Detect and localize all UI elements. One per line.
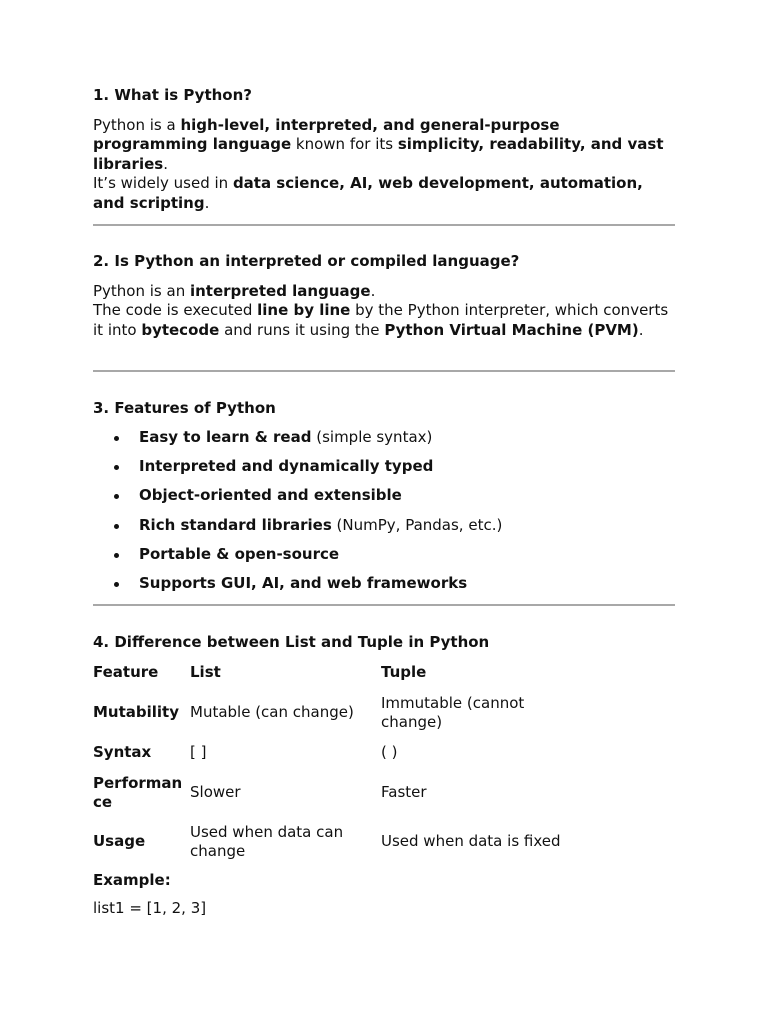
table-cell: Immutable (cannot change) xyxy=(381,693,525,731)
text: known for its xyxy=(291,135,398,153)
feature-item xyxy=(93,574,677,603)
table-header-cell: Feature xyxy=(93,663,159,682)
bullet-icon xyxy=(114,524,119,529)
text: Python is a xyxy=(93,115,181,134)
section-2-title: 2. Is Python an interpreted or compiled language? xyxy=(93,252,520,270)
table-header-row xyxy=(93,658,571,689)
section-4-title: 4. Difference between List and Tuple in Python xyxy=(93,633,490,651)
divider xyxy=(93,370,675,372)
bullet-icon xyxy=(114,436,119,441)
bullet-icon xyxy=(114,582,119,587)
section-list-vs-tuple xyxy=(93,633,677,919)
text: by the Python interpreter, which converts it into xyxy=(93,301,669,339)
bold-text: simplicity, readability, and vast libraries xyxy=(93,135,664,173)
table-row xyxy=(93,689,571,738)
table-row-label: Syntax xyxy=(93,743,152,762)
divider xyxy=(93,604,675,606)
section-what-is-python xyxy=(93,86,677,213)
text: . xyxy=(163,154,168,173)
text: . xyxy=(638,320,644,339)
text: . xyxy=(204,193,210,212)
section-1-paragraph xyxy=(93,116,677,214)
feature-note: (simple syntax) xyxy=(311,427,433,446)
table-cell: [ ] xyxy=(190,743,207,762)
section-3-title: 3. Features of Python xyxy=(93,399,276,417)
section-1-title: 1. What is Python? xyxy=(93,86,252,104)
table-header-cell: List xyxy=(190,663,221,682)
divider xyxy=(93,224,675,226)
text: . xyxy=(370,281,376,300)
feature-note: (NumPy, Pandas, etc.) xyxy=(331,515,503,534)
table-row xyxy=(93,818,571,867)
text: and runs it using the xyxy=(219,320,385,339)
table-row xyxy=(93,769,571,818)
bold-text: Python Virtual Machine (PVM) xyxy=(384,320,639,339)
table-cell: Slower xyxy=(190,783,241,802)
feature-name: Interpreted and dynamically typed xyxy=(139,456,434,475)
feature-item xyxy=(93,428,677,457)
section-features xyxy=(93,399,677,604)
table-row-label: Performance xyxy=(93,773,183,811)
text: The code is executed xyxy=(93,301,258,319)
table-cell: ( ) xyxy=(381,743,398,762)
bold-text: bytecode xyxy=(141,320,220,339)
section-2-paragraph xyxy=(93,282,677,341)
section-interpreted-or-compiled xyxy=(93,252,677,340)
table-row-label: Usage xyxy=(93,832,146,851)
bullet-icon xyxy=(114,553,119,558)
table-cell: Mutable (can change) xyxy=(190,703,354,722)
feature-item xyxy=(93,516,677,545)
feature-item xyxy=(93,457,677,486)
feature-item xyxy=(93,486,677,515)
feature-name: Easy to learn & read xyxy=(139,427,312,446)
example-code: list1 = [1, 2, 3] xyxy=(93,899,207,917)
example-label: Example: xyxy=(93,870,171,889)
feature-name: Rich standard libraries xyxy=(139,515,332,534)
bullet-icon xyxy=(114,465,119,470)
feature-name: Object-oriented and extensible xyxy=(139,486,402,505)
text: Python is an xyxy=(93,281,190,300)
comparison-table xyxy=(93,658,571,867)
feature-item xyxy=(93,545,677,574)
features-list xyxy=(93,428,677,604)
text: It’s widely used in xyxy=(93,174,233,192)
feature-name: Portable & open-source xyxy=(139,545,340,564)
table-header-cell: Tuple xyxy=(381,663,427,682)
table-row xyxy=(93,738,571,769)
bold-text: data science, AI, web development, automation, and scripting xyxy=(93,174,643,212)
bold-text: line by line xyxy=(257,301,351,319)
table-row-label: Mutability xyxy=(93,703,180,722)
bold-text: high-level, interpreted, and general-purpose programming language xyxy=(93,115,560,153)
bullet-icon xyxy=(114,494,119,499)
bold-text: interpreted language xyxy=(189,281,371,300)
table-cell: Used when data can change xyxy=(190,822,344,860)
table-cell: Used when data is fixed xyxy=(381,832,561,851)
feature-name: Supports GUI, AI, and web frameworks xyxy=(139,574,468,593)
table-cell: Faster xyxy=(381,783,427,802)
